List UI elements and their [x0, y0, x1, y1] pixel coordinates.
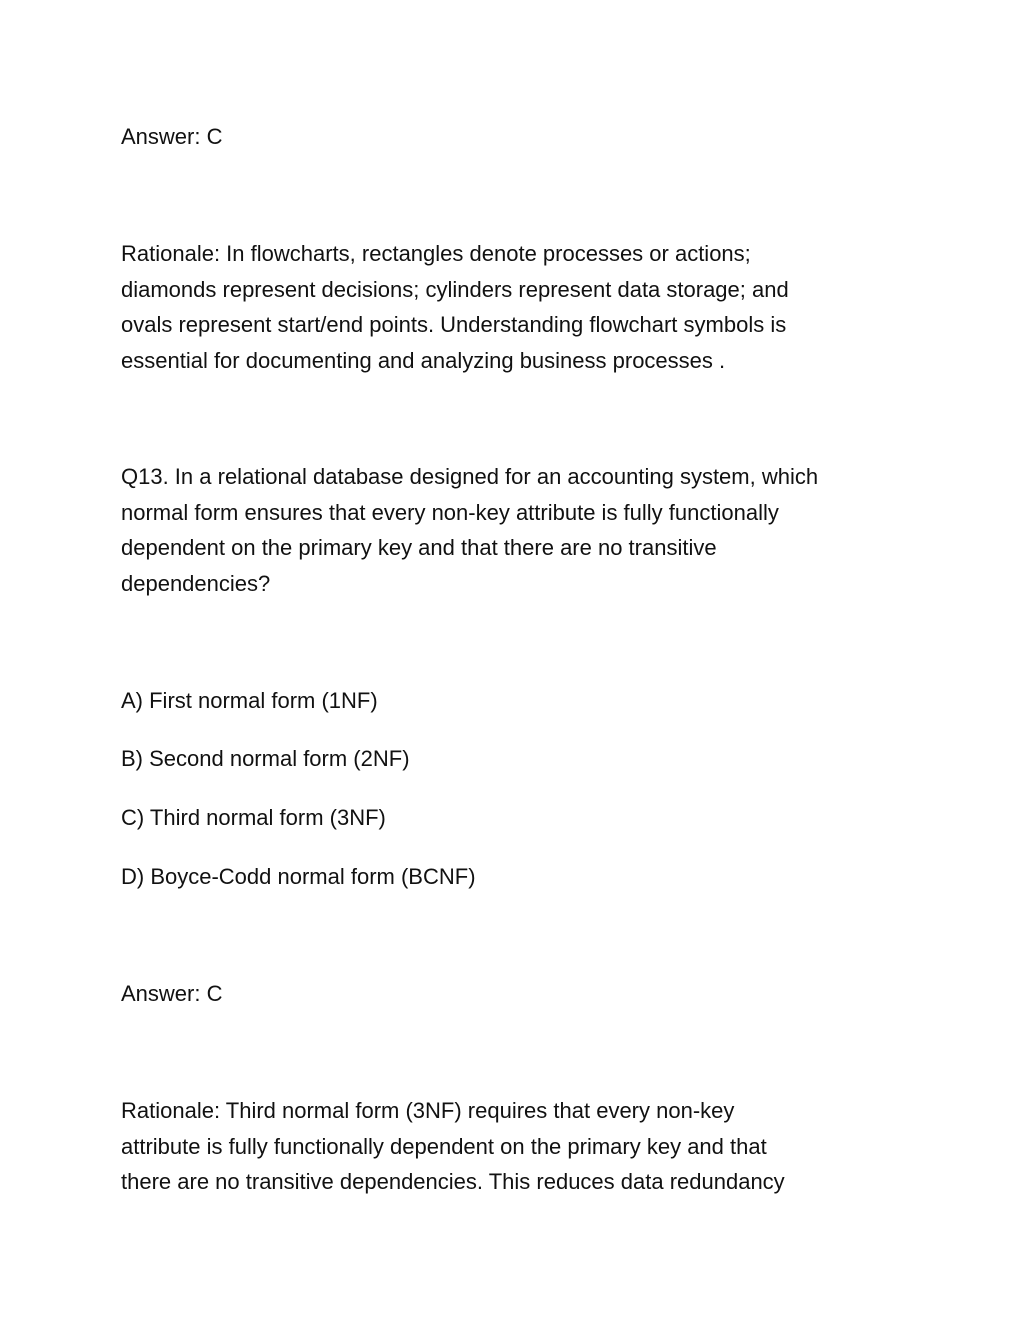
rationale-line: attribute is fully functionally dependent on the primary key and that: [121, 1133, 767, 1159]
answer-text: Answer: C: [121, 124, 223, 149]
question-line: Q13. In a relational database designed for an accounting system, which: [121, 464, 819, 489]
answer-text: Answer: C: [121, 981, 223, 1006]
rationale-line: there are no transitive dependencies. This reduces data redundancy: [121, 1169, 785, 1194]
rationale-line: essential for documenting and analyzing business processes .: [121, 347, 726, 373]
option-b: B) Second normal form (2NF): [121, 746, 410, 771]
rationale-paragraph: [121, 1093, 921, 1200]
rationale-line: diamonds represent decisions; cylinders represent data storage; and: [121, 276, 789, 302]
rationale-paragraph: [121, 236, 921, 378]
rationale-line: Rationale: In flowcharts, rectangles denote processes or actions;: [121, 241, 751, 266]
question-line: dependencies?: [121, 570, 271, 596]
option-d: D) Boyce-Codd normal form (BCNF): [121, 864, 476, 889]
question-line: dependent on the primary key and that there are no transitive: [121, 535, 717, 560]
rationale-line: ovals represent start/end points. Understanding flowchart symbols is: [121, 312, 787, 337]
question-line: normal form ensures that every non-key attribute is fully functionally: [121, 499, 779, 525]
question-paragraph: [121, 459, 921, 601]
option-c: C) Third normal form (3NF): [121, 805, 386, 830]
option-a: A) First normal form (1NF): [121, 688, 378, 713]
rationale-line: Rationale: Third normal form (3NF) requires that every non-key: [121, 1098, 735, 1123]
